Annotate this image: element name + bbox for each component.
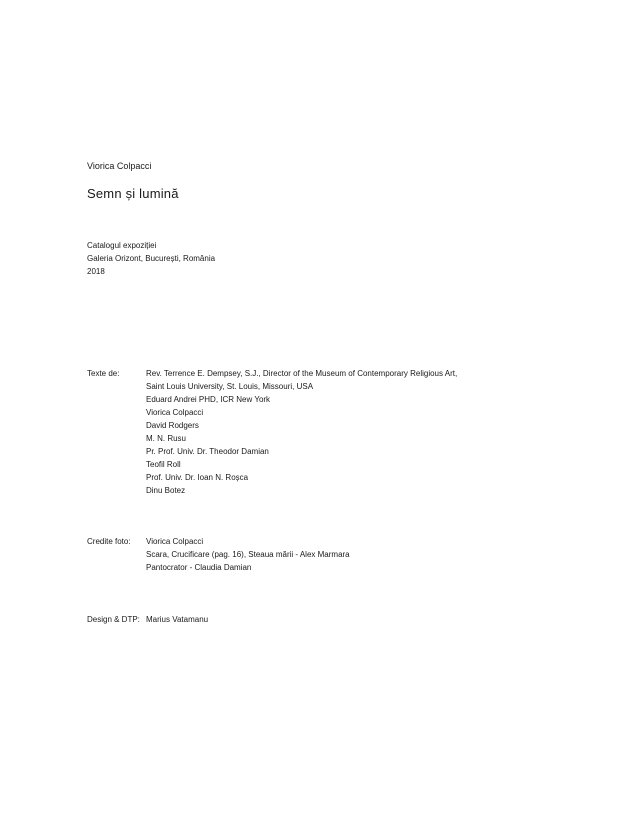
design-label: Design & DTP: [87,615,140,624]
texte-item: David Rodgers [146,421,199,430]
design-value: Marius Vatamanu [146,615,209,624]
catalog-info-line: Galeria Orizont, București, România [87,254,216,263]
texte-item: M. N. Rusu [146,434,187,443]
credite-foto-item: Pantocrator - Claudia Damian [146,563,252,572]
texte-item: Viorica Colpacci [146,408,204,417]
texte-item: Rev. Terrence E. Dempsey, S.J., Director of the Museum of Contemporary Religious Art, [146,369,458,378]
texte-label: Texte de: [87,369,120,378]
credite-foto-item: Viorica Colpacci [146,537,204,546]
texte-item: Pr. Prof. Univ. Dr. Theodor Damian [146,447,269,456]
texte-item: Saint Louis University, St. Louis, Missouri, USA [146,382,314,391]
texte-item: Teofil Roll [146,460,181,469]
document-title: Semn și lumină [87,186,179,201]
texte-item: Eduard Andrei PHD, ICR New York [146,395,271,404]
texte-item: Dinu Botez [146,486,186,495]
credite-foto-list [146,535,350,574]
texte-item: Prof. Univ. Dr. Ioan N. Roșca [146,473,249,482]
credite-foto-label: Credite foto: [87,537,131,546]
credite-foto-item: Scara, Crucificare (pag. 16), Steaua mării - Alex Marmara [146,550,350,559]
catalog-info [87,239,215,278]
catalog-info-line: 2018 [87,267,105,276]
catalog-info-line: Catalogul expoziției [87,241,157,250]
author-name: Viorica Colpacci [87,161,152,171]
texte-list [146,367,457,497]
